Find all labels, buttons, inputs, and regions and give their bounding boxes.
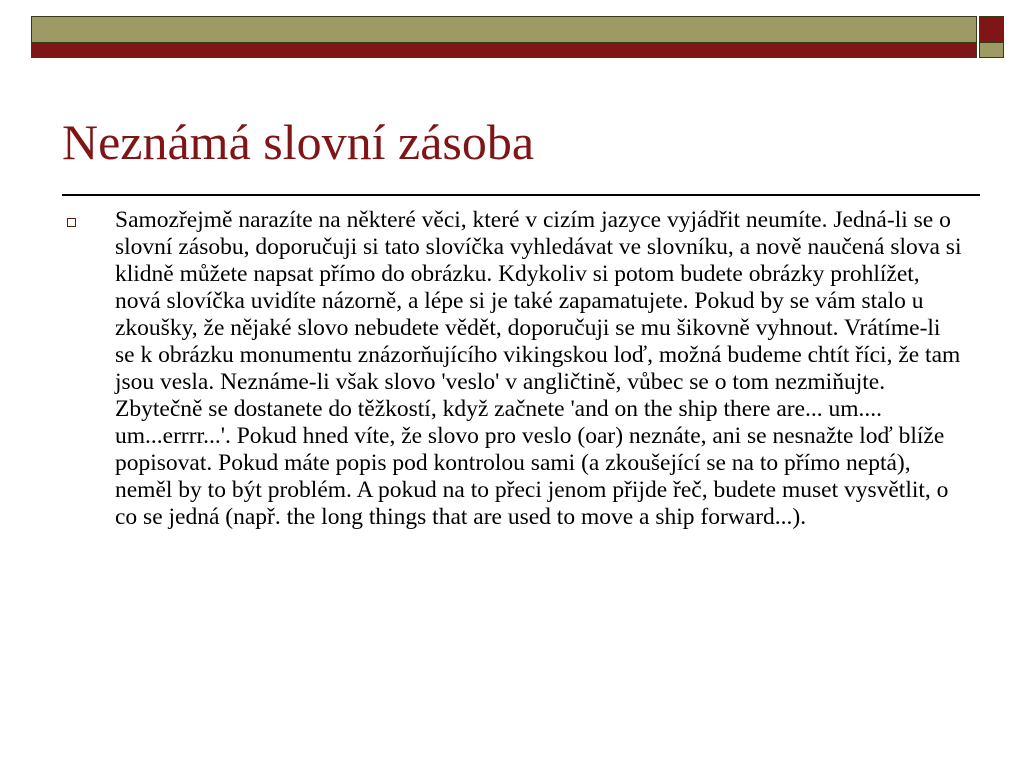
header-band-maroon-stripe xyxy=(32,43,976,57)
header-band xyxy=(31,16,977,58)
header-corner-maroon-block xyxy=(979,16,1004,42)
title-underline-rule xyxy=(62,194,980,196)
header-band-olive-stripe xyxy=(32,17,976,43)
bullet-paragraph: Samozřejmě narazíte na některé věci, které v cizím jazyce vyjádřit neumíte. Jedná-li se o slovní zásobu, doporučuji si tato slovíčka vyhledávat ve slovníku, a nově naučená slova si klidně můžete napsat přímo do obrázku. Kdykoliv si potom budete obrázky prohlížet, nová slovíčka uvidíte názorně, a lépe si je také zapamatujete. Pokud by se vám stalo u zkoušky, že nějaké slovo nebudete vědět, doporučuji se mu šikovně vyhnout. Vrátíme-li se k obrázku monumentu znázorňujícího vikingskou loď, možná budeme chtít říci, že tam jsou vesla. Neznáme-li však slovo 'veslo' v angličtině, vůbec se o tom nezmiňujte. Zbytečně se dostanete do těžkostí, když začnete 'and on the ship there are... um.... um...errrr...'. Pokud hned víte, že slovo pro veslo (oar) neznáte, ani se nesnažte loď blíže popisovat. Pokud máte popis pod kontrolou sami (a zkoušející se na to přímo neptá), neměl by to být problém. A pokud na to přeci jenom přijde řeč, budete muset vysvětlit, o co se jedná (např. the long things that are used to move a ship forward...). xyxy=(115,207,962,530)
slide-title: Neznámá slovní zásoba xyxy=(62,114,535,170)
header-corner-olive-block xyxy=(979,42,1004,58)
hollow-square-bullet-icon xyxy=(67,218,76,227)
